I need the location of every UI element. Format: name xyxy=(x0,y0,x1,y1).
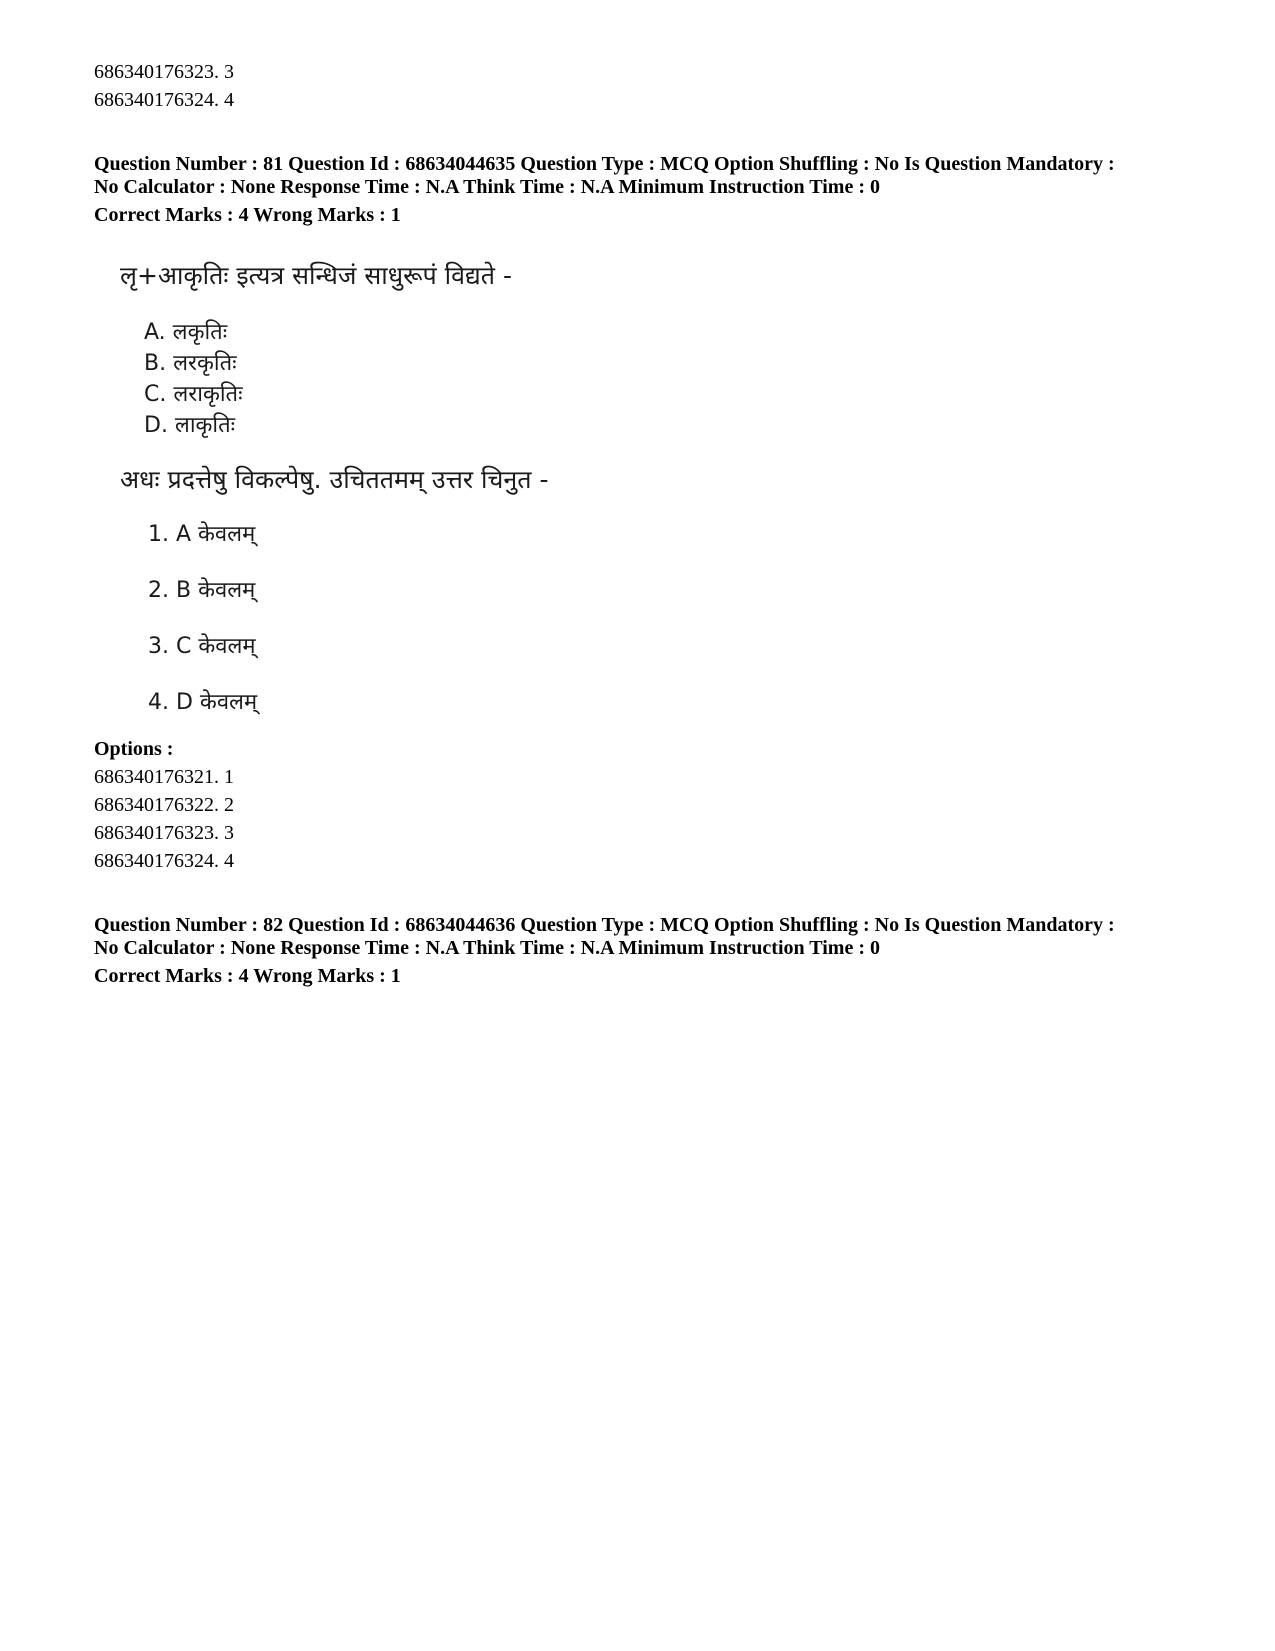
q81-header-line1: Question Number : 81 Question Id : 68634044635 Question Type : MCQ Option Shuffling : No Is Question Mandatory : xyxy=(94,153,1115,175)
q81-options-label: Options : xyxy=(94,738,174,760)
q81-answer-3: 3. C केवलम् xyxy=(148,634,256,659)
q82-header-line1: Question Number : 82 Question Id : 68634044636 Question Type : MCQ Option Shuffling : No Is Question Mandatory : xyxy=(94,914,1115,936)
q81-choice-c: C. लराकृतिः xyxy=(144,382,243,407)
q81-header-line2: No Calculator : None Response Time : N.A Think Time : N.A Minimum Instruction Time : 0 xyxy=(94,176,880,198)
q81-stem: लृ+आकृतिः इत्यत्र सन्धिजं साधुरूपं विद्यते - xyxy=(120,261,512,290)
prev-option-4: 686340176324. 4 xyxy=(94,89,234,111)
q82-header-line2: No Calculator : None Response Time : N.A Think Time : N.A Minimum Instruction Time : 0 xyxy=(94,937,880,959)
q81-answer-1: 1. A केवलम् xyxy=(148,522,256,547)
q81-option-2: 686340176322. 2 xyxy=(94,794,234,816)
q81-instruction: अधः प्रदत्तेषु विकल्पेषु. उचिततमम् उत्तर चिनुत - xyxy=(120,465,549,494)
q81-option-1: 686340176321. 1 xyxy=(94,766,234,788)
q81-answer-2: 2. B केवलम् xyxy=(148,578,256,603)
q81-marks: Correct Marks : 4 Wrong Marks : 1 xyxy=(94,204,401,226)
q81-option-4: 686340176324. 4 xyxy=(94,850,234,872)
q81-choice-d: D. लाकृतिः xyxy=(144,413,236,438)
q81-choice-b: B. लरकृतिः xyxy=(144,351,237,376)
q81-option-3: 686340176323. 3 xyxy=(94,822,234,844)
q81-answer-4: 4. D केवलम् xyxy=(148,690,258,715)
q82-marks: Correct Marks : 4 Wrong Marks : 1 xyxy=(94,965,401,987)
q81-choice-a: A. लकृतिः xyxy=(144,320,228,345)
prev-option-3: 686340176323. 3 xyxy=(94,61,234,83)
